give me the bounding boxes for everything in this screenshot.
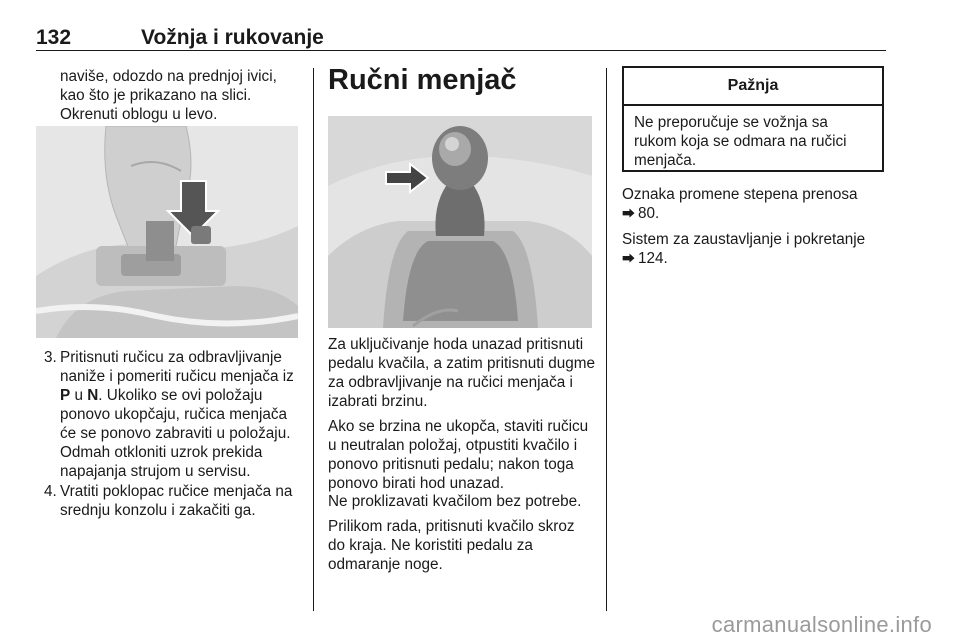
gear-position-p: P: [60, 387, 71, 404]
gear-position-n: N: [87, 387, 99, 404]
column-divider-left: [313, 68, 314, 611]
step-text-part: u: [70, 387, 88, 404]
reference-stop-start: [622, 230, 884, 268]
page-header: [36, 26, 886, 52]
reference-page[interactable]: 124.: [638, 250, 668, 267]
step-number: 3.: [44, 349, 57, 366]
step-text-part: . Ukoliko se ovi položaju ponovo ukopčaju, ručica menjača će se ponovo zabraviti u položaju. Odmah otkloniti uzrok prekida napajanja strujom u servisu.: [60, 387, 291, 480]
manual-paragraph-3: Ne proklizavati kvačilom bez potrebe.: [328, 493, 582, 510]
console-cover-illustration: [36, 126, 298, 338]
manual-paragraph-1: Za uključivanje hoda unazad pritisnuti pedalu kvačila, a zatim pritisnuti dugme za odbravljivanje na ručici menjača i izabrati brzinu.: [328, 336, 595, 410]
header-divider: [36, 50, 886, 51]
intro-paragraph: naviše, odozdo na prednjoj ivici, kao što je prikazano na slici. Okrenuti oblogu u levo.: [60, 68, 277, 123]
watermark: carmanualsonline.info: [711, 612, 932, 637]
step-number: 4.: [44, 483, 57, 500]
manual-paragraph-2: Ako se brzina ne ukopča, staviti ručicu u neutralan položaj, otpustiti kvačilo i ponovo pritisnuti pedalu; nakon toga ponovo birati hod unazad.: [328, 418, 589, 492]
caution-title: Pažnja: [624, 68, 882, 106]
reference-page[interactable]: 80.: [638, 205, 660, 222]
section-heading: Ručni menjač: [328, 64, 517, 96]
page-number: 132: [36, 26, 72, 49]
list-item-step-3: [36, 348, 302, 481]
step-text: Vratiti poklopac ručice menjača na srednju konzolu i zakačiti ga.: [60, 483, 293, 519]
reference-text: Sistem za zaustavljanje i pokretanje: [622, 231, 866, 248]
caution-text: Ne preporučuje se vožnja sa rukom koja se odmara na ručici menjača.: [634, 114, 847, 169]
arrow-reference-icon: ⮕: [622, 206, 636, 221]
step-text: [60, 348, 302, 481]
caution-box: [622, 66, 884, 172]
section-title: Vožnja i rukovanje: [141, 26, 324, 49]
gear-lever-illustration: [328, 116, 592, 328]
step-text-part: Pritisnuti ručicu za odbravljivanje naniže i pomeriti ručicu menjača iz: [60, 349, 294, 385]
arrow-reference-icon: ⮕: [622, 251, 636, 266]
list-item-step-4: [36, 482, 302, 520]
column-divider-right: [606, 68, 607, 611]
reference-gear-indicator: [622, 185, 884, 223]
manual-paragraph-4: Prilikom rada, pritisnuti kvačilo skroz do kraja. Ne koristiti pedalu za odmaranje noge.: [328, 518, 575, 573]
reference-text: Oznaka promene stepena prenosa: [622, 186, 858, 203]
